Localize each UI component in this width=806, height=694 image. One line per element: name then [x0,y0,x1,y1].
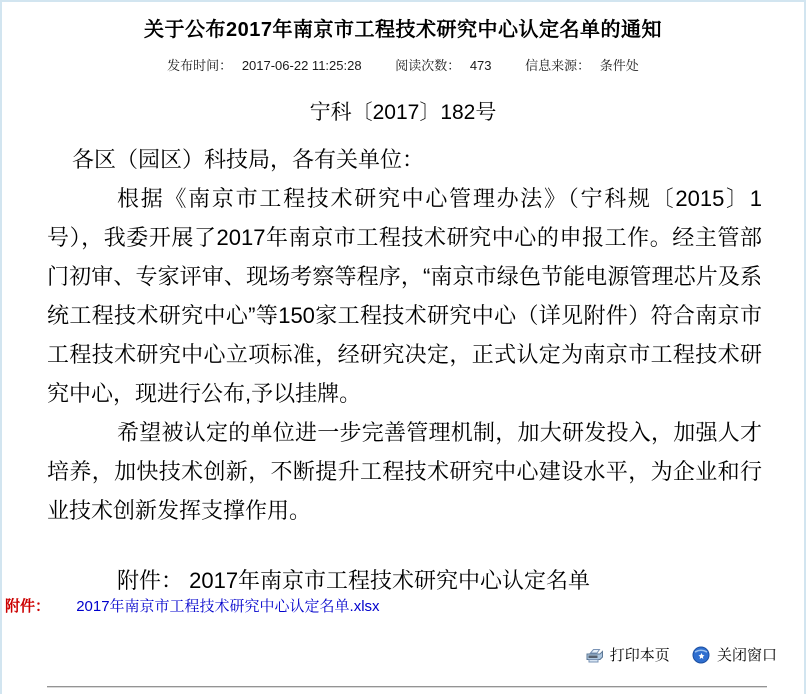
read-count-label: 阅读次数： [395,58,461,73]
body-paragraph-2: 希望被认定的单位进一步完善管理机制，加大研发投入，加强人才培养，加快技术创新，不断提升工程技术研究中心建设水平，为企业和行业技术创新发挥支撑作用。 [47,420,762,523]
publish-time-value: 2017-06-22 11:25:28 [241,58,362,73]
document-number: 宁科〔2017〕182号 [309,101,497,124]
attachment-inline-reference: 附件： 2017年南京市工程技术研究中心认定名单 [117,568,591,593]
close-window-label: 关闭窗口 [716,647,777,664]
print-page-button[interactable] [585,644,670,665]
close-window-button[interactable] [692,644,777,665]
info-source [525,55,639,74]
publish-time [167,55,361,74]
attachment-label: 附件： [5,598,51,615]
info-source-value: 条件处 [599,58,639,73]
read-count [395,55,491,74]
attachment-row [5,595,380,616]
printer-icon [585,646,604,664]
globe-icon [692,646,711,664]
meta-row [2,55,804,74]
salutation: 各区（园区）科技局，各有关单位： [72,147,425,172]
body-paragraph-1: 根据《南京市工程技术研究中心管理办法》（宁科规〔2015〕1号），我委开展了2017年南京市工程技术研究中心的申报工作。经主管部门初审、专家评审、现场考察等程序，“南京市绿色节能电源管理芯片及系统工程技术研究中心”等150家工程技术研究中心（详见附件）符合南京市工程技术研究中心立项标准，经研究决定，正式认定为南京市工程技术研究中心，现进行公布,予以挂牌。 [47,186,762,406]
attachment-xlsx-link[interactable]: 2017年南京市工程技术研究中心认定名单.xlsx [76,598,380,615]
document-body [2,140,804,600]
bottom-divider [47,686,767,688]
page-actions [585,644,777,668]
page-title: 关于公布2017年南京市工程技术研究中心认定名单的通知 [144,19,662,41]
info-source-label: 信息来源： [525,58,591,73]
print-page-label: 打印本页 [609,647,670,664]
publish-time-label: 发布时间： [167,58,233,73]
read-count-value: 473 [469,58,492,73]
